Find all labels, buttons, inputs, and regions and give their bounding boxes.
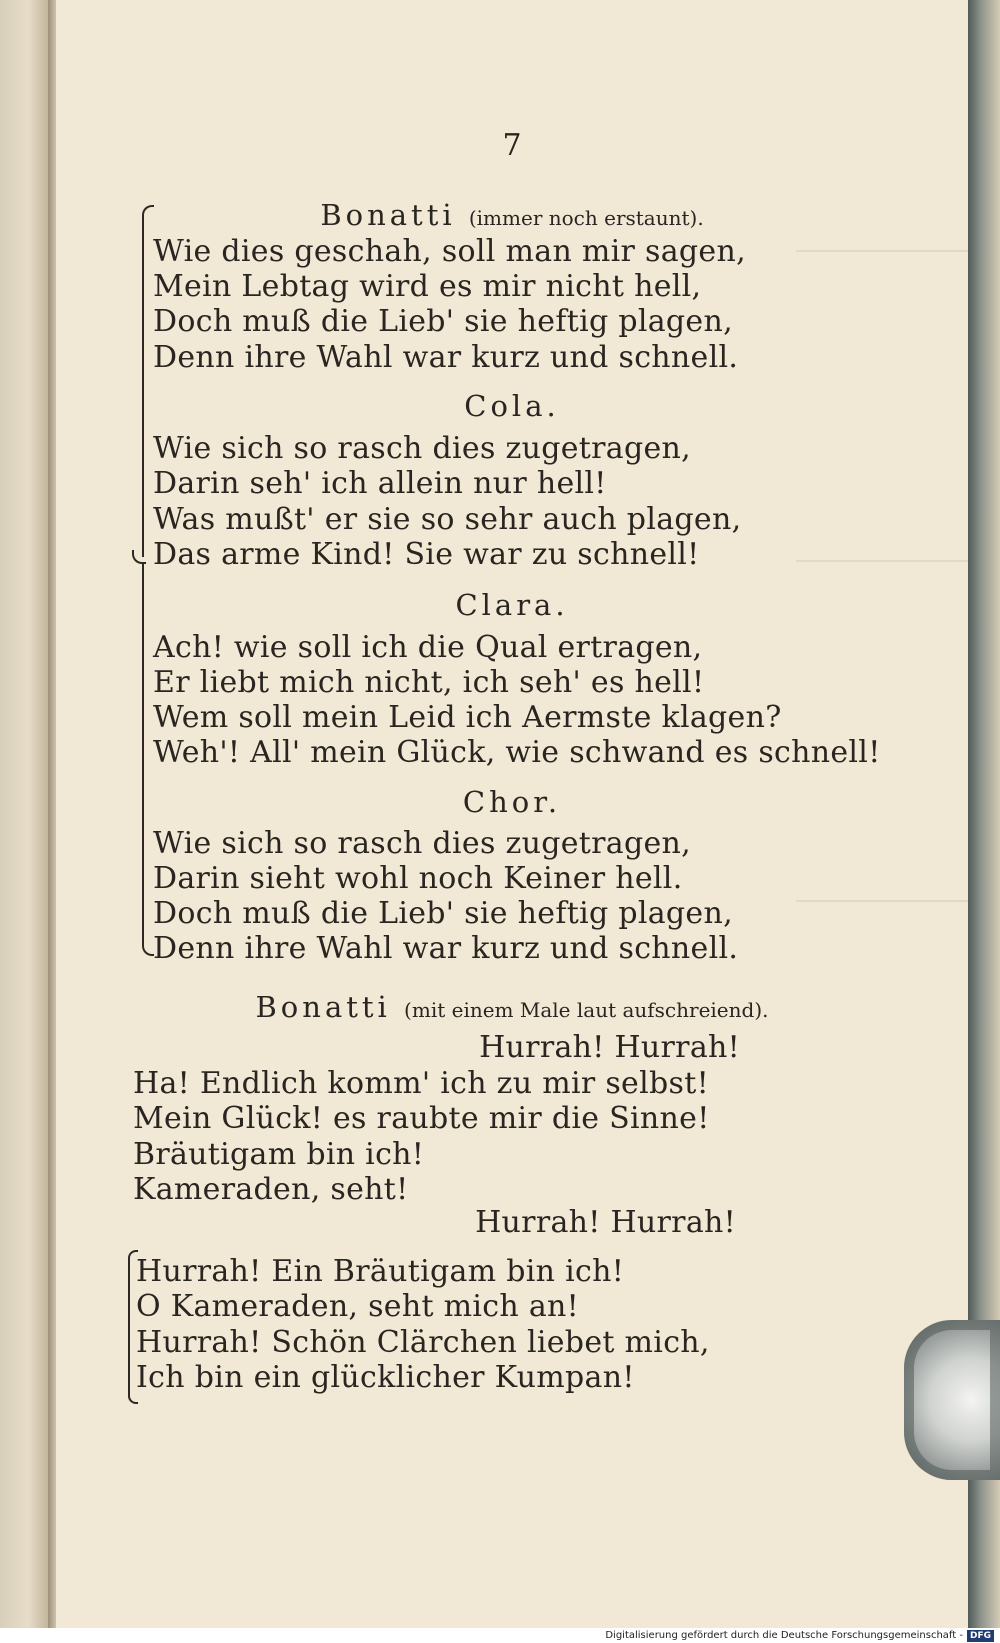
verse-line: Wie dies geschah, soll man mir sagen,	[153, 234, 746, 269]
verse-line: Das arme Kind! Sie war zu schnell!	[153, 537, 700, 572]
verse-line: Bräutigam bin ich!	[133, 1137, 425, 1172]
verse-line: Er liebt mich nicht, ich seh' es hell!	[153, 665, 705, 700]
verse-line: Ach! wie soll ich die Qual ertragen,	[153, 630, 703, 665]
verse-line: O Kameraden, seht mich an!	[136, 1289, 580, 1324]
verse-line: Denn ihre Wahl war kurz und schnell.	[153, 931, 739, 966]
dfg-logo: DFG	[967, 1630, 994, 1642]
verse-line: Hurrah! Hurrah!	[479, 1030, 740, 1065]
verse-line: Ich bin ein glücklicher Kumpan!	[136, 1360, 635, 1395]
verse-line: Wie sich so rasch dies zugetragen,	[153, 826, 691, 861]
verse-line: Ha! Endlich komm' ich zu mir selbst!	[133, 1066, 709, 1101]
speaker-heading: Chor.	[462, 785, 562, 819]
verse-line: Mein Glück! es raubte mir die Sinne!	[133, 1101, 710, 1136]
footer-text: Digitalisierung gefördert durch die Deutsche Forschungsgemeinschaft -	[605, 1630, 963, 1641]
speaker-heading: Clara.	[455, 588, 569, 622]
verse-line: Wem soll mein Leid ich Aermste klagen?	[153, 700, 782, 735]
verse-line: Hurrah! Hurrah!	[475, 1205, 736, 1240]
verse-line: Doch muß die Lieb' sie heftig plagen,	[153, 304, 733, 339]
verse-line: Wie sich so rasch dies zugetragen,	[153, 431, 691, 466]
digitization-footer	[0, 1628, 1000, 1643]
speaker-heading: Bonatti (immer noch erstaunt).	[320, 198, 704, 232]
verse-line: Hurrah! Ein Bräutigam bin ich!	[136, 1254, 625, 1289]
verse-line: Kameraden, seht!	[133, 1172, 409, 1207]
verse-line: Doch muß die Lieb' sie heftig plagen,	[153, 896, 733, 931]
page-number: 7	[502, 128, 522, 163]
verse-line: Darin seh' ich allein nur hell!	[153, 466, 607, 501]
verse-line: Weh'! All' mein Glück, wie schwand es schnell!	[153, 735, 881, 770]
verse-line: Denn ihre Wahl war kurz und schnell.	[153, 340, 739, 375]
page-clip	[904, 1320, 1000, 1480]
left-page-edge	[0, 0, 52, 1643]
verse-line: Mein Lebtag wird es mir nicht hell,	[153, 269, 702, 304]
verse-line: Darin sieht wohl noch Keiner hell.	[153, 861, 683, 896]
speaker-heading: Cola.	[464, 389, 560, 423]
book-page	[56, 0, 969, 1628]
verse-line: Was mußt' er sie so sehr auch plagen,	[153, 502, 742, 537]
verse-line: Hurrah! Schön Clärchen liebet mich,	[136, 1325, 710, 1360]
speaker-heading: Bonatti (mit einem Male laut aufschreiend).	[255, 990, 769, 1024]
